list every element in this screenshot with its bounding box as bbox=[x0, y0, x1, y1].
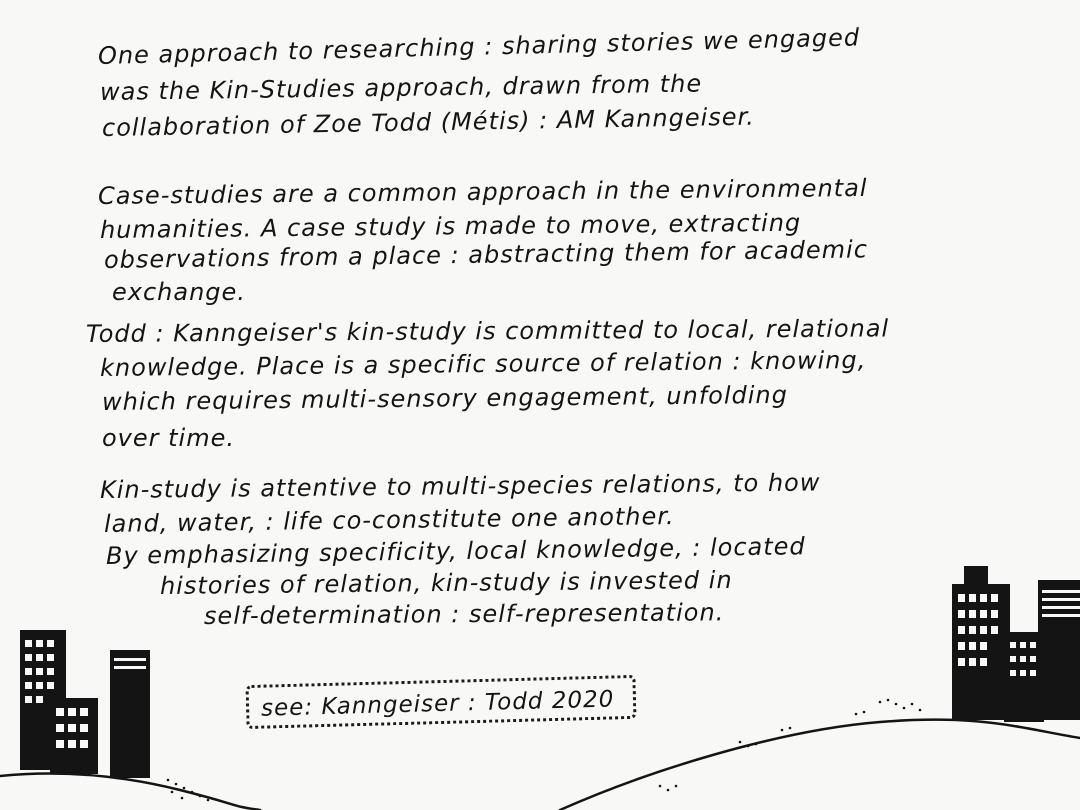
paragraph-4-line-3: By emphasizing specificity, local knowledge, : located bbox=[105, 532, 806, 570]
paragraph-2-line-4: exchange. bbox=[112, 278, 246, 306]
paragraph-4-line-1: Kin-study is attentive to multi-species relations, to how bbox=[99, 468, 821, 504]
paragraph-1-line-1: One approach to researching : sharing stories we engaged bbox=[97, 23, 861, 70]
paragraph-1-line-2: was the Kin-Studies approach, drawn from the bbox=[99, 69, 703, 106]
paragraph-1-line-3: collaboration of Zoe Todd (Métis) : AM Kanngeiser. bbox=[101, 102, 756, 142]
stipple-dots bbox=[167, 699, 922, 802]
hills bbox=[0, 720, 1080, 810]
citation-text: see: Kanngeiser : Todd 2020 bbox=[260, 686, 615, 722]
right-buildings bbox=[952, 566, 1080, 722]
paragraph-2-line-2: humanities. A case study is made to move, extracting bbox=[99, 208, 802, 244]
paragraph-3-line-4: over time. bbox=[102, 424, 235, 452]
paragraph-4-line-2: land, water, : life co-constitute one another. bbox=[103, 502, 675, 538]
paragraph-3-line-2: knowledge. Place is a specific source of relation : knowing, bbox=[99, 345, 867, 382]
paragraph-4-line-5: self-determination : self-representation. bbox=[203, 598, 725, 630]
paragraph-3-line-1: Todd : Kanngeiser's kin-study is committed to local, relational bbox=[85, 314, 890, 348]
paragraph-2-line-1: Case-studies are a common approach in the environmental bbox=[97, 173, 868, 210]
paragraph-3-line-3: which requires multi-sensory engagement, unfolding bbox=[101, 380, 789, 416]
paragraph-2-line-3: observations from a place : abstracting them for academic bbox=[103, 235, 869, 274]
paragraph-4-line-4: histories of relation, kin-study is invested in bbox=[159, 566, 733, 600]
left-buildings bbox=[20, 630, 150, 778]
